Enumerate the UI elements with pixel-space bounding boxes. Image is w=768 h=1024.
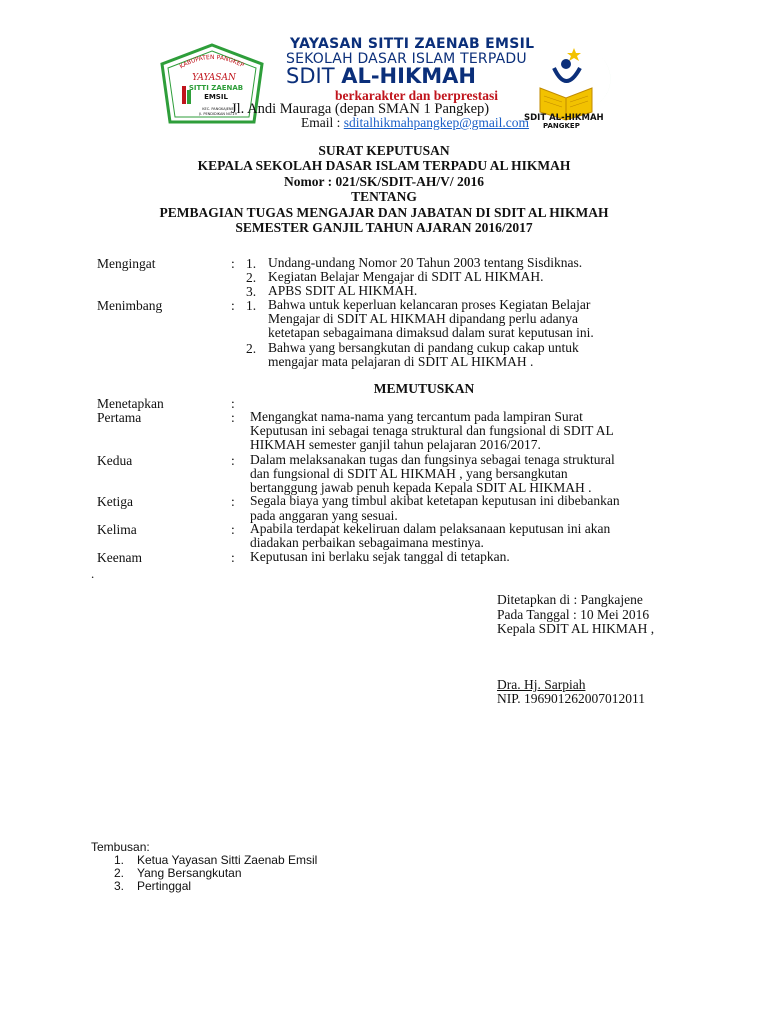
logo-line1: YAYASAN	[192, 73, 236, 83]
sign-date: Pada Tanggal : 10 Mei 2016	[497, 607, 650, 622]
menimbang-item-1-line-3: ketetapan sebagaimana dimaksud dalam surat keputusan ini.	[268, 325, 594, 340]
email-label: Email :	[301, 115, 344, 130]
menimbang-colon: :	[231, 298, 235, 313]
title-line-6: SEMESTER GANJIL TAHUN AJARAN 2016/2017	[235, 220, 533, 236]
decree-title	[0, 143, 768, 235]
mengingat-num-1: 1.	[246, 256, 257, 271]
menimbang-num-1: 1.	[246, 298, 257, 313]
decision-ketiga-line-2: pada anggaran yang sesuai.	[250, 508, 398, 523]
menetapkan-label: Menetapkan	[97, 396, 164, 411]
menimbang-num-2: 2.	[246, 341, 257, 356]
mengingat-label: Mengingat	[97, 256, 156, 271]
decision-colon-pertama: :	[231, 410, 235, 425]
school-name: SEKOLAH DASAR ISLAM TERPADU	[286, 51, 527, 67]
tembusan-item-3: Pertinggal	[137, 879, 192, 893]
decision-label-kelima: Kelima	[97, 522, 137, 537]
logo-arc-text: KABUPATEN PANGKEP	[178, 53, 246, 71]
decision-label-kedua: Kedua	[97, 453, 133, 468]
school-address: Jl. Andi Mauraga (depan SMAN 1 Pangkep)	[231, 101, 490, 117]
logo-footer1: KEC. PANGKAJENE	[202, 107, 234, 111]
foundation-name: YAYASAN SITTI ZAENAB EMSIL	[290, 36, 535, 52]
title-line-5: PEMBAGIAN TUGAS MENGAJAR DAN JABATAN DI SDIT AL HIKMAH	[159, 204, 609, 220]
menetapkan-colon: :	[231, 396, 235, 411]
decision-kedua-line-2: dan fungsional di SDIT AL HIKMAH , yang bersangkutan	[250, 466, 568, 481]
decision-keenam-line-1: Keputusan ini berlaku sejak tanggal di tetapkan.	[250, 549, 510, 564]
sign-place: Ditetapkan di : Pangkajene	[497, 592, 643, 607]
school-tagline: berkarakter dan berprestasi	[335, 88, 498, 103]
school-email	[301, 115, 529, 131]
tembusan-num-1: 1.	[114, 853, 125, 867]
mengingat-item-1: Undang-undang Nomor 20 Tahun 2003 tentang Sisdiknas.	[268, 255, 583, 270]
decision-label-keenam: Keenam	[97, 550, 142, 565]
decision-colon-ketiga: :	[231, 494, 235, 509]
mengingat-num-2: 2.	[246, 270, 257, 285]
logo-school-sub: PANGKEP	[543, 122, 580, 130]
decision-pertama-line-2: Keputusan ini sebagai tenaga struktural dan fungsional di SDIT AL	[250, 423, 614, 438]
decision-colon-kelima: :	[231, 522, 235, 537]
title-line-3: Nomor : 021/SK/SDIT-AH/V/ 2016	[284, 173, 484, 189]
title-line-2: KEPALA SEKOLAH DASAR ISLAM TERPADU AL HIKMAH	[197, 158, 571, 174]
menimbang-item-1-line-2: Mengajar di SDIT AL HIKMAH dipandang perlu adanya	[268, 311, 579, 326]
tembusan-num-2: 2.	[114, 866, 125, 880]
decision-kedua-line-3: bertanggung jawab penuh kepada Kepala SDIT AL HIKMAH .	[250, 480, 592, 495]
mengingat-colon: :	[231, 256, 235, 271]
menimbang-item-1-line-1: Bahwa untuk keperluan kelancaran proses Kegiatan Belajar	[268, 297, 591, 312]
logo-school-name: SDIT AL-HIKMAH	[524, 113, 604, 123]
school-brand	[286, 64, 476, 88]
menimbang-item-2-line-2: mengajar mata pelajaran di SDIT AL HIKMAH .	[268, 354, 534, 369]
brand-prefix: SDIT	[286, 64, 342, 88]
mengingat-num-3: 3.	[246, 284, 257, 299]
email-link[interactable]: sditalhikmahpangkep@gmail.com	[343, 115, 530, 130]
signatory-nip: NIP. 196901262007012011	[497, 691, 646, 706]
mengingat-item-3: APBS SDIT AL HIKMAH.	[268, 283, 418, 298]
decision-ketiga-line-1: Segala biaya yang timbul akibat ketetapan keputusan ini dibebankan	[250, 493, 620, 508]
menimbang-item-2-line-1: Bahwa yang bersangkutan di pandang cukup cakap untuk	[268, 340, 579, 355]
brand-name: AL-HIKMAH	[341, 64, 476, 88]
decision-pertama-line-3: HIKMAH semester ganjil tahun pelajaran 2016/2017.	[250, 437, 541, 452]
logo-line2: SITTI ZAENAB	[188, 84, 244, 92]
decision-kelima-line-2: diadakan perbaikan sebagaimana mestinya.	[250, 535, 484, 550]
decision-label-ketiga: Ketiga	[97, 494, 133, 509]
tembusan-item-1: Ketua Yayasan Sitti Zaenab Emsil	[137, 853, 318, 867]
title-line-4: TENTANG	[351, 189, 417, 205]
signatory-name: Dra. Hj. Sarpiah	[497, 677, 586, 692]
stray-dot: .	[91, 566, 95, 581]
decision-colon-kedua: :	[231, 453, 235, 468]
tembusan-item-2: Yang Bersangkutan	[137, 866, 242, 880]
decision-label-pertama: Pertama	[97, 410, 142, 425]
mengingat-item-2: Kegiatan Belajar Mengajar di SDIT AL HIKMAH.	[268, 269, 544, 284]
decision-colon-keenam: :	[231, 550, 235, 565]
title-line-1: SURAT KEPUTUSAN	[318, 143, 450, 158]
decision-pertama-line-1: Mengangkat nama-nama yang tercantum pada lampiran Surat	[250, 409, 583, 424]
logo-footer2: Jl. PENDIDIKAN NO.19	[199, 112, 237, 116]
logo-line3: EMSIL	[204, 93, 228, 101]
tembusan-num-3: 3.	[114, 879, 125, 893]
memutuskan-heading: MEMUTUSKAN	[373, 381, 475, 396]
menimbang-label: Menimbang	[97, 298, 163, 313]
sign-role: Kepala SDIT AL HIKMAH ,	[497, 621, 655, 636]
tembusan-label: Tembusan:	[91, 840, 150, 854]
decision-kelima-line-1: Apabila terdapat kekeliruan dalam pelaksanaan keputusan ini akan	[250, 521, 611, 536]
decision-kedua-line-1: Dalam melaksanakan tugas dan fungsinya sebagai tenaga struktural	[250, 452, 615, 467]
